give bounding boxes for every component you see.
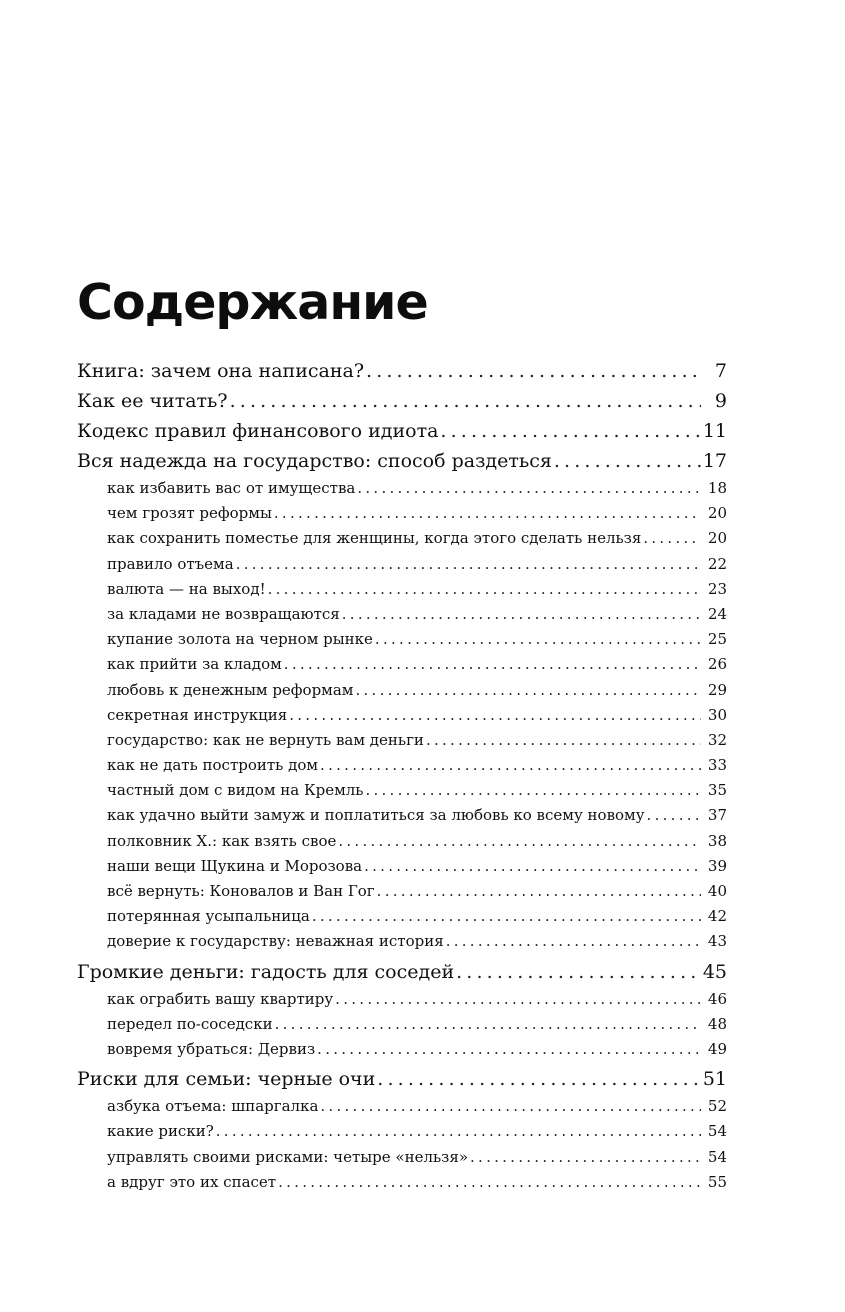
toc-leader-dots <box>456 957 701 987</box>
toc-page-number: 7 <box>714 360 727 382</box>
toc-leader-dots <box>289 703 701 728</box>
toc-section[interactable] <box>77 829 727 854</box>
toc-leader-dots <box>440 416 700 446</box>
toc-page-number: 37 <box>707 806 727 825</box>
toc-entry-title: чем грозят реформы <box>107 504 272 523</box>
toc-leader-dots <box>216 1119 701 1144</box>
toc-entry-title: как не дать построить дом <box>107 756 319 775</box>
toc-section[interactable] <box>77 1012 727 1037</box>
toc-entry-title: государство: как не вернуть вам деньги <box>107 730 424 749</box>
toc-entry-title: правило отъема <box>107 554 234 573</box>
toc-entry-title: передел по-соседски <box>107 1014 273 1033</box>
toc-page-number: 22 <box>707 554 727 573</box>
toc-section[interactable] <box>77 929 727 954</box>
toc-chapter[interactable] <box>77 446 727 476</box>
toc-leader-dots <box>342 602 701 627</box>
toc-chapter[interactable] <box>77 1064 727 1094</box>
table-of-contents <box>77 356 727 1195</box>
toc-section[interactable] <box>77 652 727 677</box>
toc-leader-dots <box>320 753 701 778</box>
toc-page-number: 20 <box>707 504 727 523</box>
toc-leader-dots <box>355 678 701 703</box>
toc-leader-dots <box>338 829 701 854</box>
toc-entry-title: как избавить вас от имущества <box>107 479 356 497</box>
toc-leader-dots <box>278 1170 701 1195</box>
toc-section[interactable] <box>77 879 727 904</box>
toc-section[interactable] <box>77 703 727 728</box>
toc-entry-title: всё вернуть: Коновалов и Ван Гог <box>107 882 375 900</box>
toc-section[interactable] <box>77 577 727 602</box>
toc-entry-title: Риски для семьи: черные очи <box>77 1068 376 1091</box>
toc-section[interactable] <box>77 854 727 879</box>
toc-entry-title: наши вещи Щукина и Морозова <box>107 856 363 875</box>
toc-leader-dots <box>377 1064 701 1094</box>
toc-entry-title: Вся надежда на государство: способ раздеться <box>77 450 552 472</box>
toc-page-number: 55 <box>707 1172 727 1191</box>
toc-page-number: 38 <box>707 831 727 850</box>
toc-entry-title: секретная инструкция <box>107 705 288 724</box>
toc-entry-title: Кодекс правил финансового идиота <box>77 420 439 442</box>
toc-leader-dots <box>284 652 701 677</box>
toc-page-number: 26 <box>707 655 727 674</box>
toc-section[interactable] <box>77 987 727 1012</box>
toc-entry-title: валюта — на выход! <box>107 579 266 598</box>
toc-entry-title: любовь к денежным реформам <box>107 680 354 699</box>
toc-entry-title: купание золота на черном рынке <box>107 630 373 649</box>
toc-page-number: 51 <box>702 1068 727 1091</box>
toc-section[interactable] <box>77 1119 727 1144</box>
toc-page-number: 18 <box>707 479 727 497</box>
toc-page-number: 46 <box>707 989 727 1008</box>
toc-page-number: 33 <box>707 756 727 775</box>
toc-leader-dots <box>274 501 701 526</box>
toc-page-number: 17 <box>702 450 727 472</box>
toc-leader-dots <box>375 627 701 652</box>
toc-entry-title: а вдруг это их спасет <box>107 1172 277 1191</box>
toc-section[interactable] <box>77 778 727 803</box>
toc-entry-title: Громкие деньги: гадость для соседей <box>77 960 455 983</box>
toc-entry-title: доверие к государству: неважная история <box>107 932 444 951</box>
toc-page-number: 43 <box>707 932 727 951</box>
toc-page-number: 20 <box>707 529 727 548</box>
toc-entry-title: вовремя убраться: Дервиз <box>107 1039 316 1058</box>
toc-entry-title: как сохранить поместье для женщины, когда этого сделать нельзя <box>107 529 642 548</box>
toc-leader-dots <box>426 728 701 753</box>
toc-section[interactable] <box>77 476 727 501</box>
toc-leader-dots <box>268 577 701 602</box>
toc-leader-dots <box>320 1094 701 1119</box>
toc-section[interactable] <box>77 904 727 929</box>
toc-section[interactable] <box>77 1037 727 1062</box>
toc-page-number: 40 <box>707 882 727 900</box>
toc-leader-dots <box>357 476 701 501</box>
toc-leader-dots <box>317 1037 701 1062</box>
toc-section[interactable] <box>77 728 727 753</box>
toc-leader-dots <box>365 778 701 803</box>
toc-entry-title: как ограбить вашу квартиру <box>107 989 334 1008</box>
toc-leader-dots <box>364 854 701 879</box>
toc-page-number: 25 <box>707 630 727 649</box>
toc-chapter[interactable] <box>77 386 727 416</box>
toc-page-number: 48 <box>707 1014 727 1033</box>
toc-entry-title: полковник Х.: как взять свое <box>107 831 337 850</box>
toc-section[interactable] <box>77 1094 727 1119</box>
toc-chapter[interactable] <box>77 957 727 987</box>
toc-entry-title: потерянная усыпальница <box>107 907 310 926</box>
toc-leader-dots <box>377 879 701 904</box>
toc-page-number: 29 <box>707 680 727 699</box>
toc-leader-dots <box>647 803 701 828</box>
toc-leader-dots <box>446 929 701 954</box>
toc-section[interactable] <box>77 552 727 577</box>
toc-chapter[interactable] <box>77 356 727 386</box>
toc-page-number: 49 <box>707 1039 727 1058</box>
toc-leader-dots <box>335 987 701 1012</box>
toc-page-number: 45 <box>702 960 727 983</box>
toc-leader-dots <box>643 526 701 551</box>
toc-section[interactable] <box>77 602 727 627</box>
toc-entry-title: как прийти за кладом <box>107 655 282 674</box>
toc-section[interactable] <box>77 678 727 703</box>
toc-page-number: 39 <box>707 856 727 875</box>
toc-entry-title: Как ее читать? <box>77 390 228 412</box>
toc-section[interactable] <box>77 627 727 652</box>
toc-page-number: 9 <box>714 390 727 412</box>
toc-page-number: 54 <box>707 1147 727 1166</box>
toc-chapter[interactable] <box>77 416 727 446</box>
toc-leader-dots <box>230 386 701 416</box>
toc-entry-title: Книга: зачем она написана? <box>77 360 365 382</box>
toc-page-number: 42 <box>707 907 727 926</box>
toc-leader-dots <box>275 1012 701 1037</box>
toc-leader-dots <box>312 904 701 929</box>
toc-leader-dots <box>554 446 701 476</box>
toc-section[interactable] <box>77 1145 727 1170</box>
toc-section[interactable] <box>77 803 727 828</box>
toc-page-number: 32 <box>707 730 727 749</box>
toc-section[interactable] <box>77 1170 727 1195</box>
toc-page-number: 11 <box>702 420 727 442</box>
toc-page-number: 23 <box>707 579 727 598</box>
toc-leader-dots <box>366 356 701 386</box>
toc-section[interactable] <box>77 526 727 551</box>
page-title: Содержание <box>77 274 428 331</box>
toc-section[interactable] <box>77 753 727 778</box>
toc-page-number: 52 <box>707 1097 727 1116</box>
toc-section[interactable] <box>77 501 727 526</box>
toc-page-number: 54 <box>707 1122 727 1141</box>
toc-page-number: 30 <box>707 705 727 724</box>
toc-entry-title: частный дом с видом на Кремль <box>107 781 364 800</box>
toc-entry-title: за кладами не возвращаются <box>107 604 340 623</box>
toc-page-number: 35 <box>707 781 727 800</box>
toc-leader-dots <box>470 1145 701 1170</box>
toc-entry-title: какие риски? <box>107 1122 214 1141</box>
toc-entry-title: азбука отъема: шпаргалка <box>107 1097 319 1116</box>
toc-entry-title: управлять своими рисками: четыре «нельзя» <box>107 1147 468 1166</box>
toc-leader-dots <box>236 552 701 577</box>
toc-page-number: 24 <box>707 604 727 623</box>
toc-entry-title: как удачно выйти замуж и поплатиться за любовь ко всему новому <box>107 806 645 825</box>
